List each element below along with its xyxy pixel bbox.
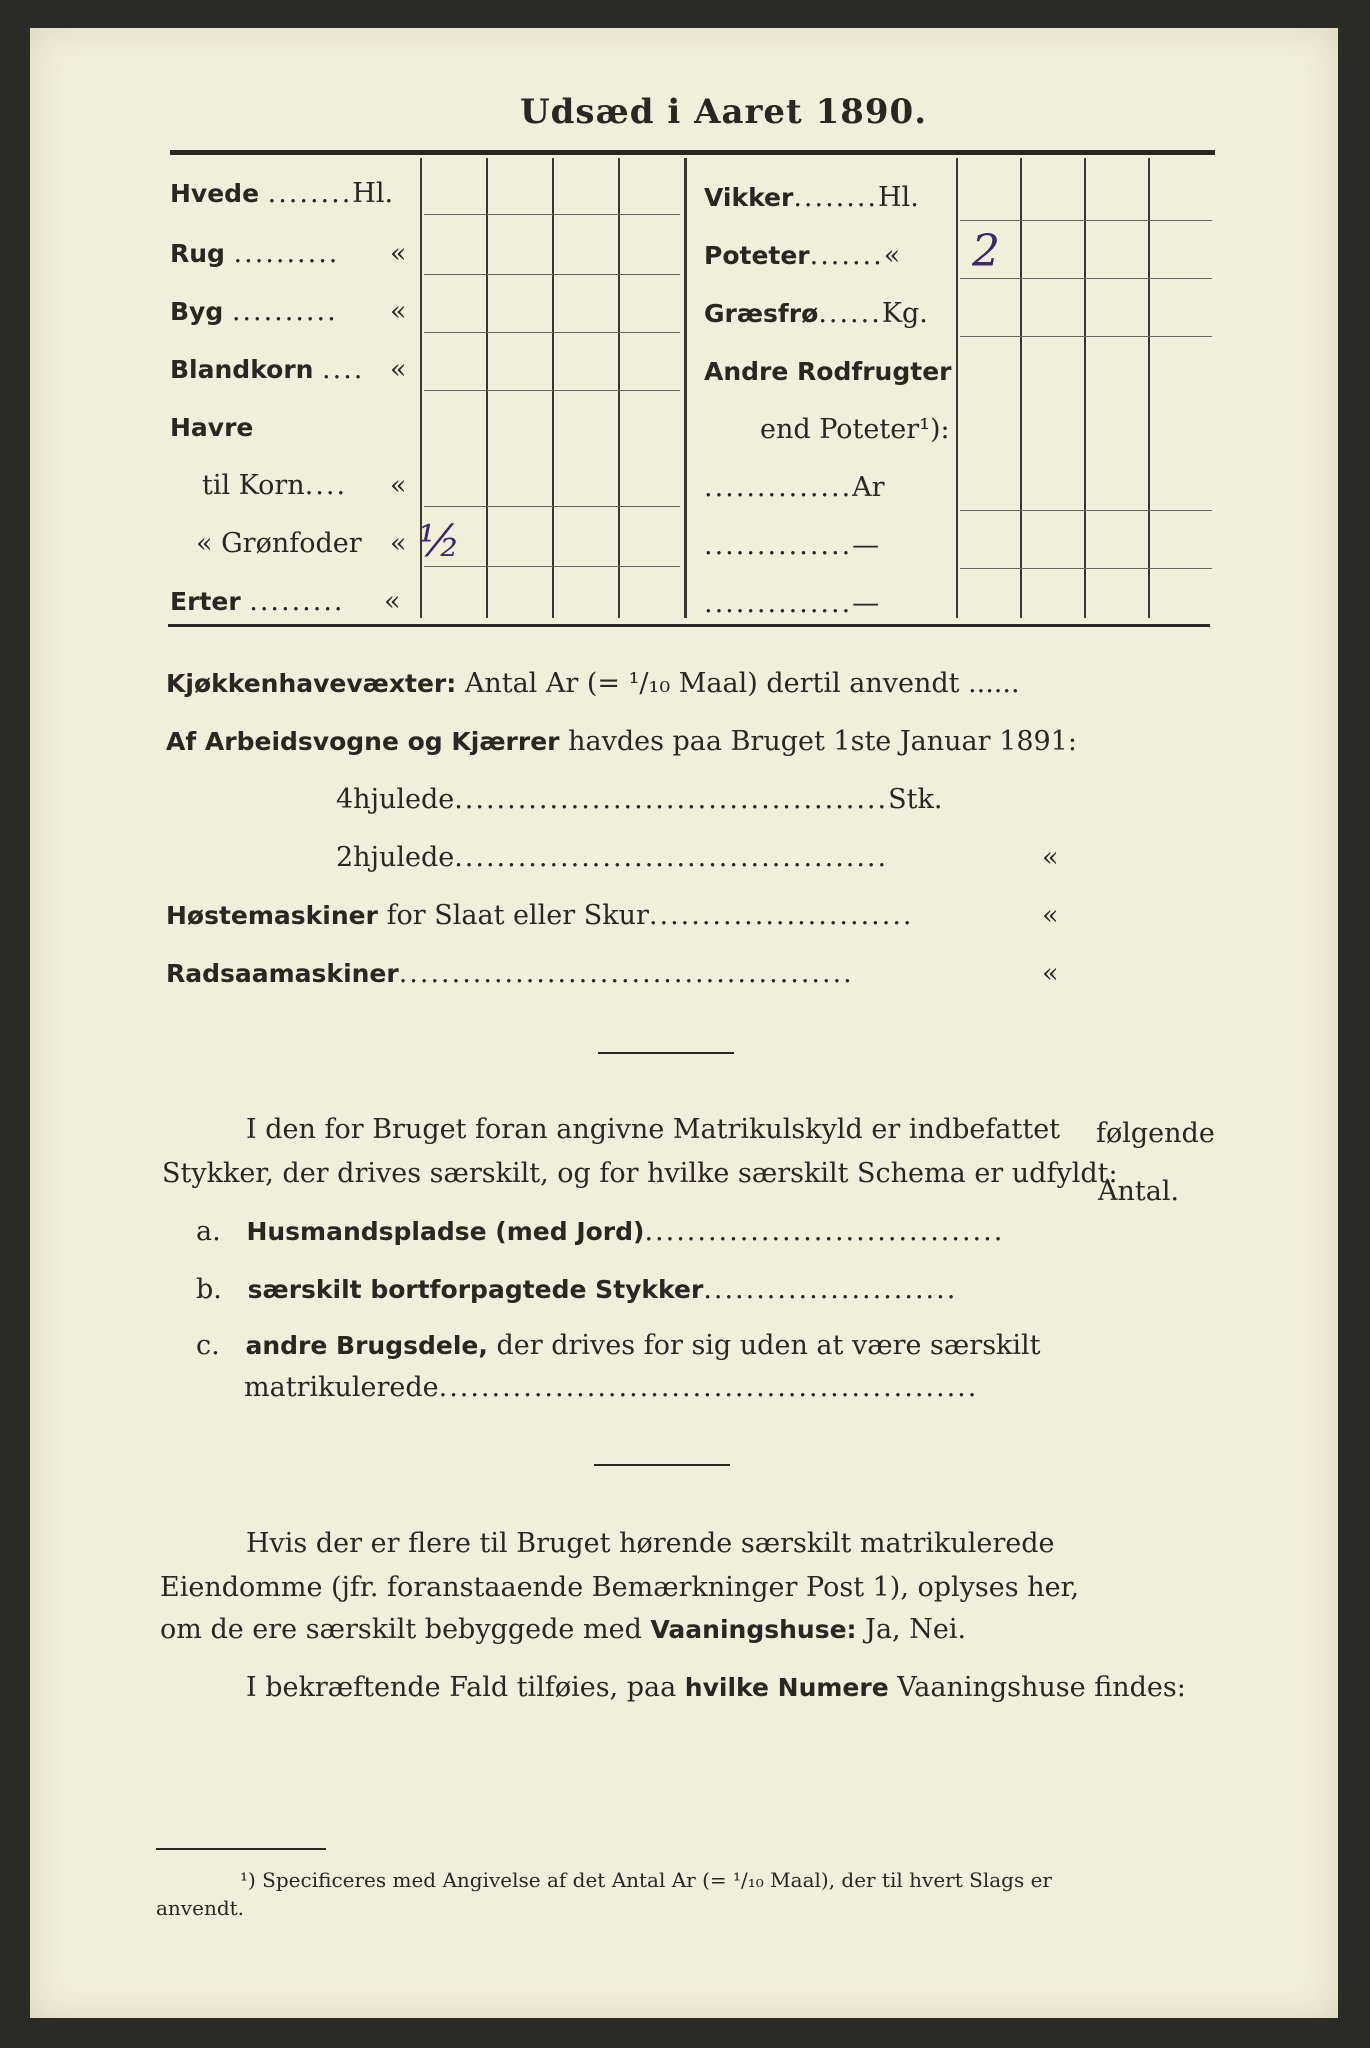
hostemaskiner-dots: ......................... [648,900,914,931]
hvis-line3 [160,1614,966,1645]
row-label: Poteter [704,241,810,270]
row-unit: « [883,240,901,271]
hjul4-unit: Stk. [888,784,943,815]
col-rule [1020,158,1022,618]
hvis-line2: Eiendomme (jfr. foranstaaende Bemærkninger Post 1), oplyses her, [160,1572,1080,1603]
row-label: end Poteter¹): [760,414,950,445]
row-dots: .... [322,354,365,385]
hvis-line4-bold: hvilke Numere [684,1673,889,1702]
row-ar [704,472,885,503]
row-label: til Korn [202,470,305,501]
row-blandkorn [170,354,364,385]
matrikul-line1-end: følgende [1096,1118,1215,1149]
row-label: Hvede [170,179,260,208]
radsaamaskiner-label: Radsaamaskiner [166,959,399,988]
cell-line [424,214,680,215]
handwritten-value-poteter: 2 [972,226,1000,277]
row-rug [170,238,339,269]
item-c [196,1330,1041,1361]
hvis-line3-bold: Vaaningshuse: [650,1615,857,1644]
hostemaskiner-text: for Slaat eller Skur [386,900,649,931]
row-graesfro [704,298,928,329]
hvis-line3-text: om de ere særskilt bebyggede med [160,1614,642,1645]
item-b [196,1274,957,1305]
row-label: Græsfrø [704,299,819,328]
row-dots: .............. [704,472,853,503]
col-rule [618,158,620,618]
item-c-letter: c. [196,1330,220,1361]
row-erter [170,586,345,617]
arbeidsvogne-line [166,726,1077,757]
handwritten-value-gronfoder: ½ [418,516,461,567]
row-til-korn [202,470,347,501]
item-a [196,1216,1004,1247]
row-unit: — [852,588,880,619]
item-a-dots: .................................. [644,1216,1005,1247]
page-title: Udsæd i Aaret 1890. [520,92,928,132]
row-dots: ........ [267,178,353,209]
matrikul-line1: I den for Bruget foran angivne Matrikulskyld er indbefattet [246,1114,1061,1145]
row-label: Havre [170,413,254,442]
kjokkenhave-line [166,668,1020,699]
cell-line [424,566,680,567]
cell-line [424,274,680,275]
table-top-rule [170,150,1215,155]
hjul4-dots: ......................................... [454,784,889,815]
row-unit-erter: « [384,586,401,617]
row-unit: Ar [852,472,885,503]
footnote-line1: ¹) Specificeres med Angivelse af det Antal Ar (= ¹/₁₀ Maal), der til hvert Slags er [240,1868,1052,1892]
row-unit: Hl. [352,178,394,209]
section-divider [598,1052,734,1054]
row-unit-gronfoder: « [390,528,407,559]
item-a-label: Husmandspladse (med Jord) [246,1217,645,1246]
kjokkenhave-text: Antal Ar (= ¹/₁₀ Maal) dertil anvendt ...... [464,668,1020,699]
radsaamaskiner-line [166,958,854,989]
hvis-line4-end: Vaaningshuse findes: [897,1672,1186,1703]
row-label: Blandkorn [170,355,314,384]
row-blank-2 [704,588,879,619]
item-b-letter: b. [196,1274,222,1305]
hvis-line3-end: Ja, Nei. [865,1614,967,1645]
hostemaskiner-line [166,900,914,931]
hjul4-line [336,784,942,815]
row-poteter [704,240,900,271]
hjul2-unit: « [1042,842,1059,873]
cell-line [960,336,1212,337]
item-a-letter: a. [196,1216,221,1247]
row-unit-blandkorn: « [390,354,407,385]
table-bottom-rule [168,624,1210,627]
cell-line [424,332,680,333]
item-c-label: andre Brugsdele, [245,1331,488,1360]
cell-line [424,390,680,391]
col-rule [956,158,958,618]
row-label: Andre Rodfrugter [704,357,952,386]
row-label: Byg [170,297,224,326]
item-c-dots: ................................................... [438,1372,979,1403]
hostemaskiner-unit: « [1042,900,1059,931]
row-hvede [170,178,393,209]
row-byg [170,296,338,327]
row-dots: ......... [249,586,345,617]
hvis-line4 [246,1672,1186,1703]
row-dots: .......... [233,238,340,269]
footnote-line2: anvendt. [156,1896,245,1920]
col-rule [552,158,554,618]
row-label: Erter [170,587,241,616]
row-unit: Kg. [881,298,928,329]
row-dots: ........ [793,182,879,213]
row-label: Vikker [704,183,794,212]
arbeidsvogne-text: havdes paa Bruget 1ste Januar 1891: [568,726,1077,757]
row-dots: .............. [704,588,853,619]
hvis-line1: Hvis der er flere til Bruget hørende særskilt matrikulerede [246,1528,1055,1559]
row-label: « Grønfoder [196,528,362,559]
row-dots: .... [304,470,348,501]
hjul2-dots: ......................................... [454,842,889,873]
cell-line [960,568,1212,569]
kjokkenhave-label: Kjøkkenhavevæxter: [166,669,457,698]
row-unit-rug: « [390,238,407,269]
row-blank-1 [704,530,879,561]
section-divider [594,1464,730,1466]
row-unit-til-korn: « [390,470,407,501]
row-havre [170,412,253,443]
row-dots: ...... [818,298,882,329]
arbeidsvogne-label: Af Arbeidsvogne og Kjærrer [166,727,560,756]
row-dots: .............. [704,530,853,561]
cell-line [960,510,1212,511]
col-rule [1084,158,1086,618]
item-b-label: særskilt bortforpagtede Stykker [247,1275,704,1304]
row-dots: .......... [231,296,338,327]
col-rule [1148,158,1150,618]
item-b-dots: ........................ [703,1274,958,1305]
row-unit: — [852,530,880,561]
hjul2-line [336,842,888,873]
footnote-rule [156,1848,326,1850]
row-vikker [704,182,919,213]
row-end-poteter [760,414,950,445]
hjul4-label: 4hjulede [336,784,455,815]
col-rule [486,158,488,618]
radsaamaskiner-dots: ........................................... [398,958,854,989]
item-c-line2-text: matrikulerede [244,1372,439,1403]
hostemaskiner-label: Høstemaskiner [166,901,378,930]
row-unit: Hl. [878,182,919,213]
hjul2-label: 2hjulede [336,842,455,873]
row-dots: ....... [809,240,884,271]
cell-line [424,506,680,507]
matrikul-line2: Stykker, der drives særskilt, og for hvilke særskilt Schema er udfyldt: [162,1158,1118,1189]
item-c-text: der drives for sig uden at være særskilt [496,1330,1041,1361]
row-label: Rug [170,239,225,268]
matrikul-line2-end: Antal. [1098,1176,1180,1207]
row-gronfoder [196,528,362,559]
item-c-line2 [244,1372,978,1403]
cell-line [960,278,1212,279]
row-unit-byg: « [390,296,407,327]
col-rule [684,158,687,618]
row-andre-rodfrugter [704,356,952,387]
radsaamaskiner-unit: « [1042,958,1059,989]
hvis-line4-text: I bekræftende Fald tilføies, paa [246,1672,677,1703]
cell-line [960,220,1212,221]
